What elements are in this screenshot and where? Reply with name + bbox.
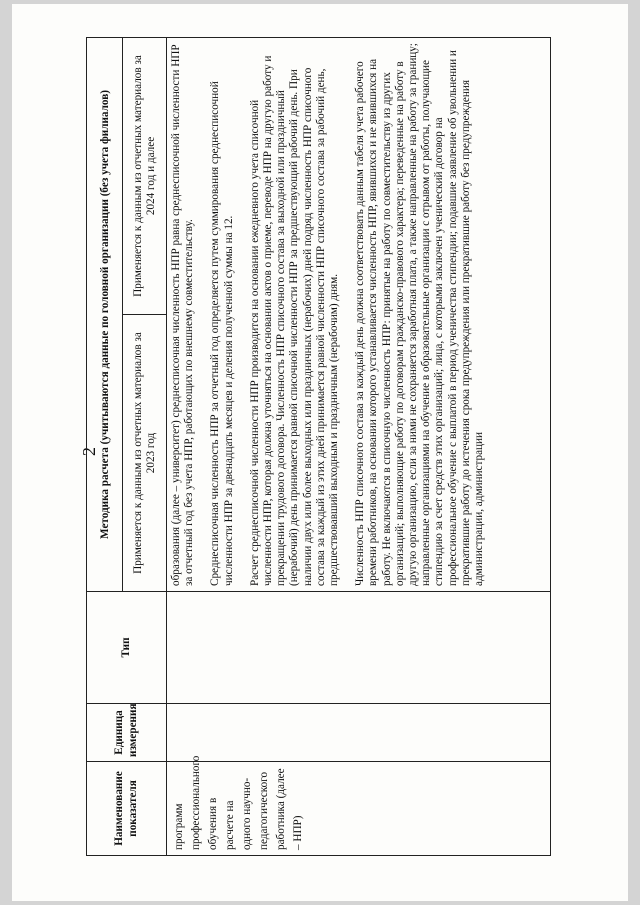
- header-method-2023: Применяется к данным из отчетных материалов за 2023 год: [123, 315, 167, 592]
- methodology-paragraph: Среднесписочная численность НПР за отчетный год определяется путем суммирования среднесписочной численности НПР за двенадцать месяцев и деления полученной суммы на 12.: [209, 81, 235, 586]
- header-indicator-name: Наименование показателя: [87, 762, 167, 856]
- methodology-paragraph: образования (далее – университет) среднесписочная численность НПР равна среднесписочной численности НПР за отчетный год без учета НПР, работающих по внешнему совместительству.: [170, 44, 196, 586]
- rotated-table-sheet: [86, 38, 551, 856]
- unit-cell: [167, 704, 551, 762]
- page-number: 2: [79, 447, 99, 456]
- methodology-paragraph: Численность НПР списочного состава за каждый день должна соответствовать данным табеля учета рабочего времени работников, на основании которого устанавливается численность НПР, явившихся и не явившихся на работу. Не включаются в списочную численность НПР: принятые на работу по совместительству из других организаций; выполняющие работу по договорам гражданско-правового характера; переведенные на работу в другую организацию, если за ними не сохраняется заработная плата, а также направленные на работу за границу; направленные организациями на обучение в образовательные организации с отрывом от работы, получающие стипендию за счет средств этих организаций; лица, с которыми заключен ученический договор на профессиональное обучение с выплатой в период ученичества стипендии; подавшие заявление об увольнении и прекратившие работу до истечения срока предупреждения или прекратившие работу без предупреждения администрации, администрации: [354, 43, 486, 586]
- header-unit: Единица измерения: [87, 704, 167, 762]
- table-row: [167, 37, 551, 855]
- header-method-2024: Применяется к данным из отчетных материалов за 2024 год и далее: [123, 37, 167, 314]
- indicator-table: [86, 37, 551, 856]
- document-page: [12, 4, 628, 901]
- methodology-paragraph: Расчет среднесписочной численности НПР производится на основании ежедневного учета списочной численности НПР, которая должна уточняться на основании актов о приеме, переводе НПР на другую работу и прекращении трудового договора. Численность НПР списочного состава за выходной или праздничный (нерабочий) день принимается равной списочной численности НПР за предшествующий рабочий день. При наличии двух или более выходных или праздничных (нерабочих) дней подряд численность НПР списочного состава за каждый из этих дней принимается равной численности НПР списочного состава за рабочий день, предшествовавший выходным и праздничным (нерабочим) дням.: [248, 55, 341, 586]
- indicator-name-cell: программ профессионального обучения в расчете на одного научно-педагогического работника (далее – НПР): [167, 762, 551, 856]
- table-header-row: [87, 37, 123, 855]
- header-methodology: Методика расчета (учитываются данные по головной организации (без учета филиалов): [87, 37, 123, 591]
- header-type: Тип: [87, 592, 167, 704]
- methodology-cell: [167, 37, 551, 591]
- type-cell: [167, 592, 551, 704]
